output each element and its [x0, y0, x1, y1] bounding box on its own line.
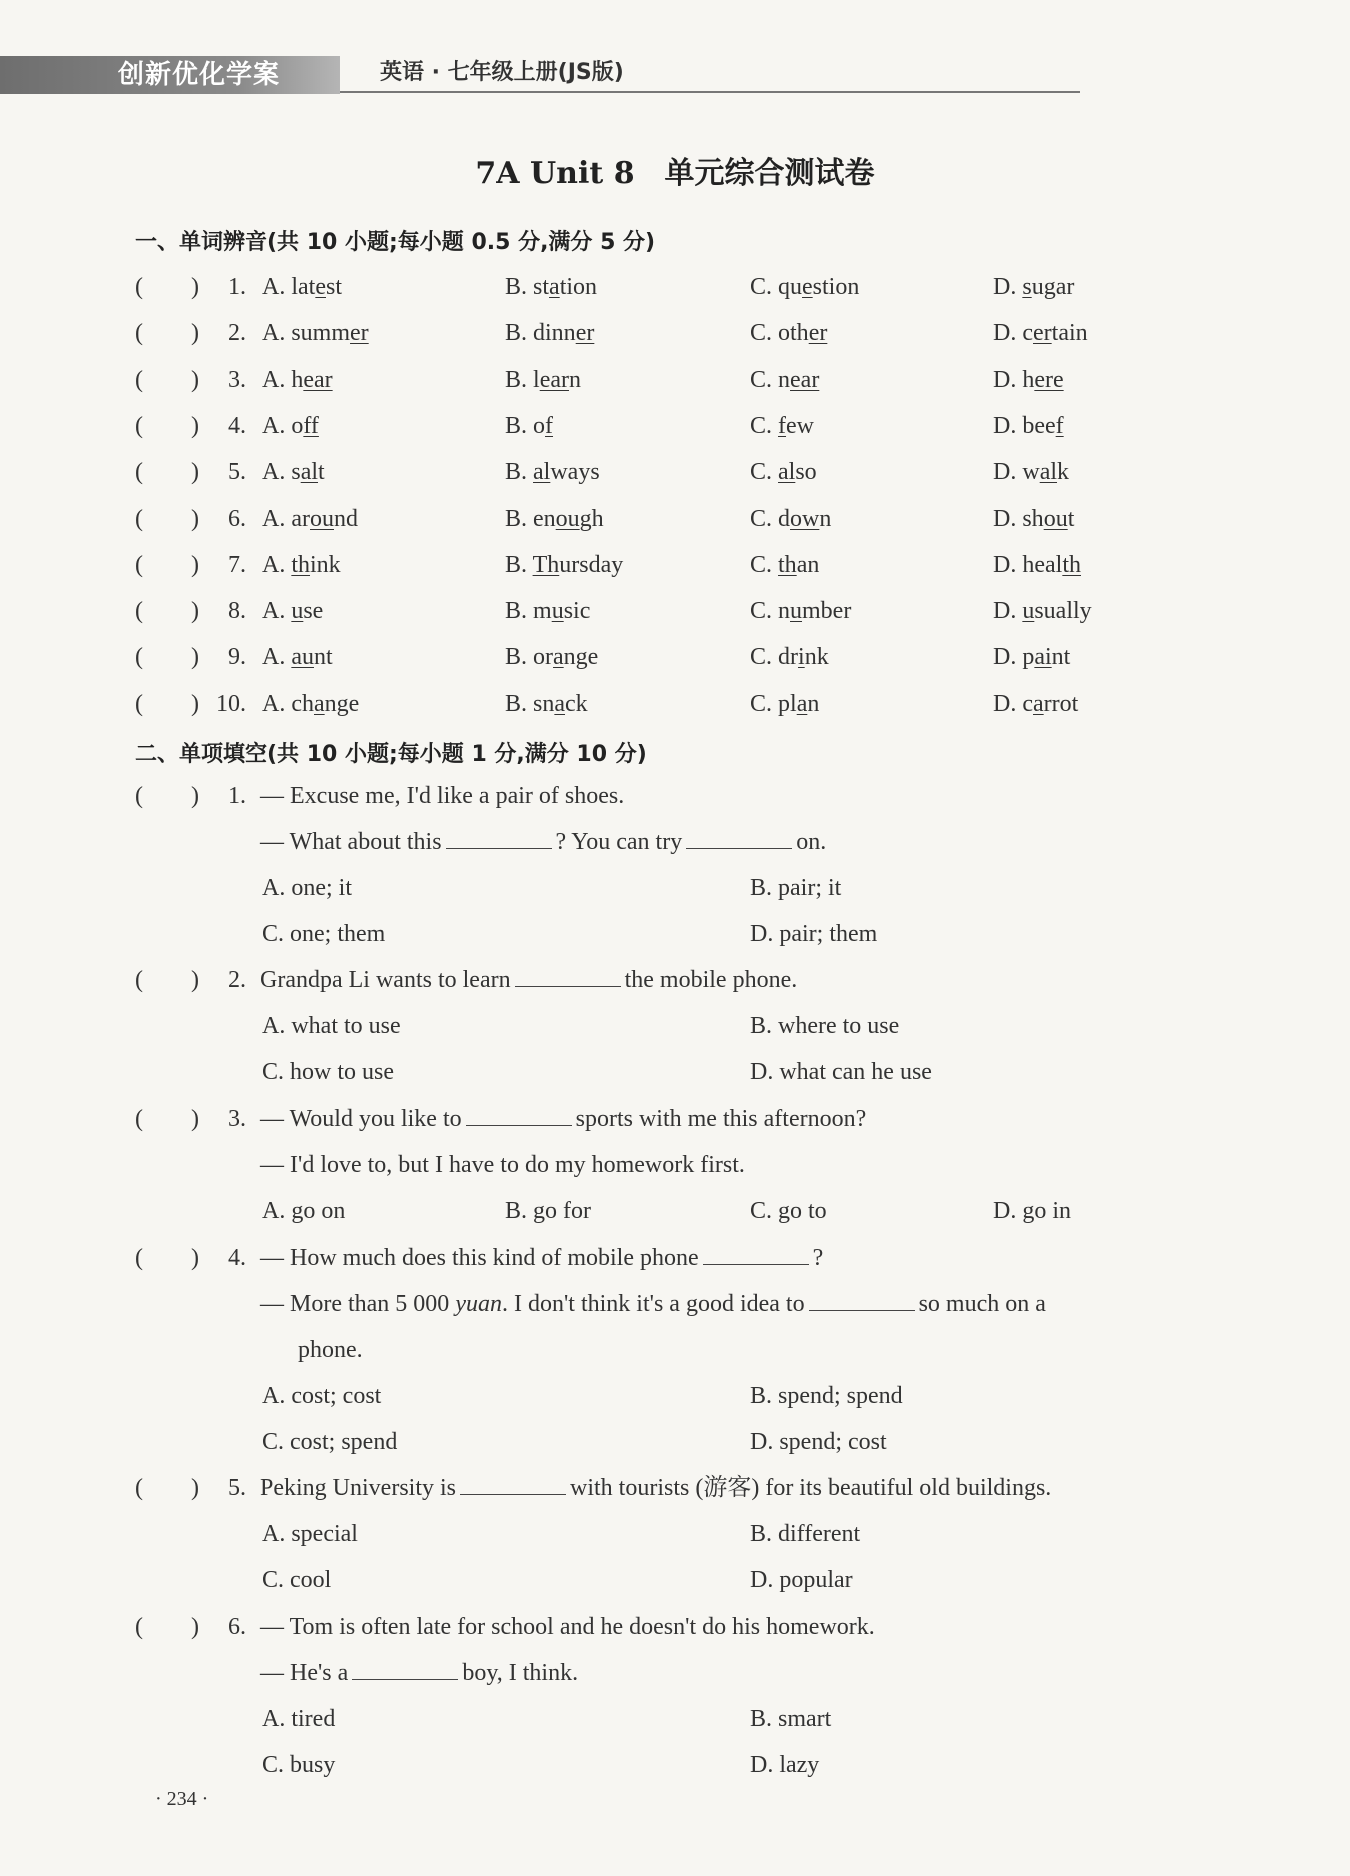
option-d: D. usually	[993, 598, 1092, 625]
option-b: B. snack	[505, 690, 588, 717]
section1-heading: 一、单词辨音(共 10 小题;每小题 0.5 分,满分 5 分)	[135, 230, 656, 255]
option-b: B. of	[505, 412, 554, 439]
option-c: C. than	[750, 551, 820, 578]
pronunciation-item	[0, 267, 1350, 307]
option-b: B. enough	[505, 505, 604, 532]
answer-paren: ( )	[135, 505, 199, 532]
answer-paren: ( )	[135, 412, 199, 439]
q6-option-c: C. busy	[262, 1752, 336, 1778]
answer-paren: ( )	[135, 644, 199, 671]
q4-number: 4.	[228, 1245, 246, 1271]
question-number: 2.	[228, 320, 246, 347]
q2-option-d: D. what can he use	[750, 1059, 932, 1085]
option-c: C. also	[750, 459, 817, 486]
option-b: B. station	[505, 274, 598, 300]
q3-line1: — Would you like to sports with me this afternoon?	[260, 1099, 866, 1139]
pronunciation-item	[0, 313, 1350, 353]
q5-paren: ( )	[135, 1475, 199, 1501]
q6-number: 6.	[228, 1614, 246, 1640]
q6-option-a: A. tired	[262, 1706, 336, 1732]
q5-option-b: B. different	[750, 1521, 861, 1547]
option-d: D. health	[993, 551, 1081, 578]
q4-paren: ( )	[135, 1245, 199, 1271]
question-number: 10.	[216, 690, 246, 717]
brand-logo: 创新优化学案	[118, 60, 281, 90]
option-a: A. summer	[262, 320, 369, 347]
option-a: A. salt	[262, 459, 325, 486]
q2-option-c: C. how to use	[262, 1059, 394, 1085]
section2-heading: 二、单项填空(共 10 小题;每小题 1 分,满分 10 分)	[135, 742, 647, 767]
option-c: C. few	[750, 412, 814, 439]
option-a: A. aunt	[262, 644, 333, 671]
page-number: · 234 ·	[155, 1788, 209, 1810]
q5-option-a: A. special	[262, 1521, 358, 1547]
q1-paren: ( )	[135, 783, 199, 809]
option-b: B. learn	[505, 366, 581, 393]
question-number: 1.	[228, 274, 246, 300]
answer-paren: ( )	[135, 598, 199, 625]
option-a: A. hear	[262, 366, 333, 393]
option-d: D. certain	[993, 320, 1088, 347]
question-number: 6.	[228, 505, 246, 532]
q2-number: 2.	[228, 967, 246, 993]
option-d: D. beef	[993, 412, 1064, 439]
option-a: A. think	[262, 551, 341, 578]
option-c: C. number	[750, 598, 852, 625]
pronunciation-item	[0, 545, 1350, 585]
q3-option-c: C. go to	[750, 1198, 827, 1224]
pronunciation-item	[0, 499, 1350, 539]
option-b: B. music	[505, 598, 591, 625]
option-c: C. down	[750, 505, 832, 532]
option-d: D. carrot	[993, 690, 1079, 717]
option-c: C. drink	[750, 644, 829, 671]
option-a: A. off	[262, 412, 319, 439]
pronunciation-item	[0, 637, 1350, 677]
q3-option-b: B. go for	[505, 1198, 591, 1224]
pronunciation-item	[0, 406, 1350, 446]
option-d: D. here	[993, 366, 1064, 393]
q4-option-c: C. cost; spend	[262, 1429, 398, 1455]
q4-option-d: D. spend; cost	[750, 1429, 887, 1455]
q4-line3: phone.	[298, 1337, 363, 1363]
answer-paren: ( )	[135, 459, 199, 486]
q6-line2: — He's a boy, I think.	[260, 1653, 578, 1693]
option-b: B. always	[505, 459, 600, 486]
q6-option-b: B. smart	[750, 1706, 832, 1732]
q6-option-d: D. lazy	[750, 1752, 820, 1778]
option-c: C. question	[750, 274, 860, 300]
answer-paren: ( )	[135, 551, 199, 578]
option-a: A. around	[262, 505, 358, 532]
q4-line1: — How much does this kind of mobile phone ?	[260, 1238, 823, 1278]
q5-option-d: D. popular	[750, 1567, 853, 1593]
option-a: A. use	[262, 598, 324, 625]
q1-option-b: B. pair; it	[750, 875, 842, 901]
option-c: C. near	[750, 366, 820, 393]
pronunciation-item	[0, 452, 1350, 492]
question-number: 5.	[228, 459, 246, 486]
option-b: B. orange	[505, 644, 599, 671]
option-d: D. paint	[993, 644, 1071, 671]
question-number: 7.	[228, 551, 246, 578]
question-number: 8.	[228, 598, 246, 625]
page-title: 7A Unit 8 单元综合测试卷	[475, 156, 875, 191]
answer-paren: ( )	[135, 690, 199, 717]
q5-line1: Peking University is with tourists (游客) for its beautiful old buildings.	[260, 1468, 1051, 1508]
pronunciation-item	[0, 360, 1350, 400]
option-d: D. walk	[993, 459, 1070, 486]
answer-paren: ( )	[135, 366, 199, 393]
q1-line1: — Excuse me, I'd like a pair of shoes.	[260, 783, 625, 809]
q6-paren: ( )	[135, 1614, 199, 1640]
q6-line1: — Tom is often late for school and he doesn't do his homework.	[260, 1614, 875, 1640]
q3-option-a: A. go on	[262, 1198, 346, 1224]
q5-option-c: C. cool	[262, 1567, 332, 1593]
question-number: 3.	[228, 366, 246, 393]
q1-option-c: C. one; them	[262, 921, 386, 947]
option-b: B. Thursday	[505, 551, 624, 578]
q3-paren: ( )	[135, 1106, 199, 1132]
q1-number: 1.	[228, 783, 246, 809]
q3-option-d: D. go in	[993, 1198, 1071, 1224]
q4-line2: — More than 5 000 yuan. I don't think it's a good idea to so much on a	[260, 1284, 1046, 1324]
q4-option-b: B. spend; spend	[750, 1383, 903, 1409]
option-b: B. dinner	[505, 320, 595, 347]
q3-number: 3.	[228, 1106, 246, 1132]
q3-line2: — I'd love to, but I have to do my homework first.	[260, 1152, 745, 1178]
book-title: 英语 · 七年级上册(JS版)	[380, 60, 624, 85]
q2-option-a: A. what to use	[262, 1013, 401, 1039]
q4-option-a: A. cost; cost	[262, 1383, 382, 1409]
option-c: C. other	[750, 320, 828, 347]
option-c: C. plan	[750, 690, 820, 717]
q5-number: 5.	[228, 1475, 246, 1501]
answer-paren: ( )	[135, 274, 199, 300]
question-number: 4.	[228, 412, 246, 439]
question-number: 9.	[228, 644, 246, 671]
q1-line2: — What about this ? You can try on.	[260, 822, 826, 862]
q2-line1: Grandpa Li wants to learn the mobile phone.	[260, 960, 797, 1000]
option-d: D. shout	[993, 505, 1075, 532]
option-a: A. change	[262, 690, 360, 717]
answer-paren: ( )	[135, 320, 199, 347]
pronunciation-item	[0, 684, 1350, 724]
option-a: A. latest	[262, 274, 343, 300]
q2-option-b: B. where to use	[750, 1013, 900, 1039]
option-d: D. sugar	[993, 274, 1075, 300]
header-rule	[340, 91, 1080, 93]
q1-option-a: A. one; it	[262, 875, 352, 901]
q1-option-d: D. pair; them	[750, 921, 878, 947]
pronunciation-item	[0, 591, 1350, 631]
q2-paren: ( )	[135, 967, 199, 993]
